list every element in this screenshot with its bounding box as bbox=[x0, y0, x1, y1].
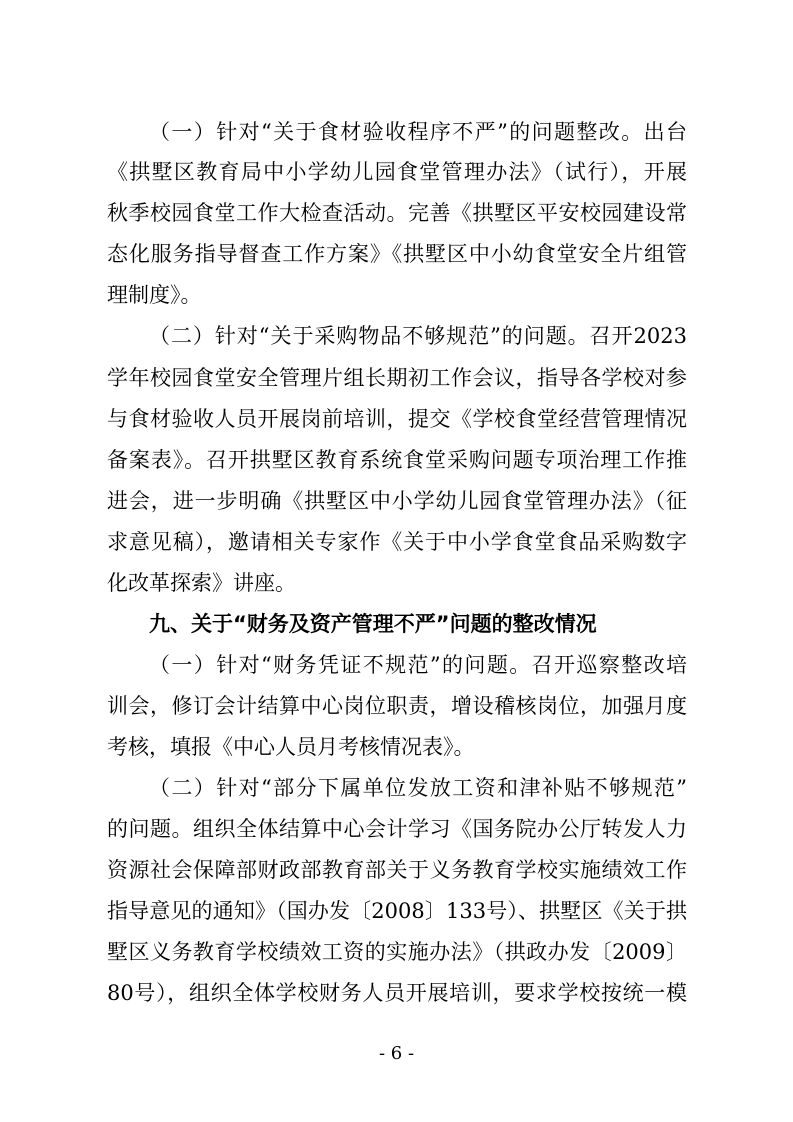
paragraph-line: 化改革探索》讲座。 bbox=[107, 571, 296, 595]
paragraph-line: 指导意见的通知》（国办发〔2008〕133号）、拱墅区《关于拱 bbox=[107, 899, 687, 923]
paragraph-line: 理制度》。 bbox=[107, 283, 202, 307]
paragraph-line: 进会，进一步明确《拱墅区中小学幼儿园食堂管理办法》（征 bbox=[107, 489, 687, 513]
paragraph-line: 学年校园食堂安全管理片组长期初工作会议，指导各学校对参 bbox=[107, 366, 687, 390]
paragraph-line: 与食材验收人员开展岗前培训，提交《学校食堂经营管理情况 bbox=[107, 407, 687, 431]
paragraph-line: 《拱墅区教育局中小学幼儿园食堂管理办法》（试行），开展 bbox=[107, 160, 687, 184]
paragraph-line: （二）针对“部分下属单位发放工资和津补贴不够规范” bbox=[149, 776, 687, 800]
paragraph-line: 的问题。组织全体结算中心会计学习《国务院办公厅转发人力 bbox=[107, 817, 687, 841]
paragraph-line: （二）针对“关于采购物品不够规范”的问题。召开2023 bbox=[149, 324, 687, 348]
paragraph-line: （一）针对“关于食材验收程序不严”的问题整改。出台 bbox=[149, 120, 687, 144]
page-number: - 6 - bbox=[378, 1043, 415, 1064]
paragraph-line: （一）针对“财务凭证不规范”的问题。召开巡察整改培 bbox=[149, 653, 687, 677]
paragraph-line: 墅区义务教育学校绩效工资的实施办法》（拱政办发〔2009〕 bbox=[107, 940, 687, 964]
paragraph-line: 训会，修订会计结算中心岗位职责，增设稽核岗位，加强月度 bbox=[107, 694, 687, 718]
paragraph-line: 态化服务指导督查工作方案》《拱墅区中小幼食堂安全片组管 bbox=[107, 242, 687, 266]
paragraph-line: 资源社会保障部财政部教育部关于义务教育学校实施绩效工作 bbox=[107, 858, 687, 882]
paragraph-line: 秋季校园食堂工作大检查活动。完善《拱墅区平安校园建设常 bbox=[107, 201, 687, 225]
paragraph-line: 考核，填报《中心人员月考核情况表》。 bbox=[107, 735, 475, 759]
section-heading: 九、关于“财务及资产管理不严”问题的整改情况 bbox=[149, 612, 597, 636]
paragraph-line: 80号），组织全体学校财务人员开展培训，要求学校按统一模 bbox=[107, 981, 687, 1005]
paragraph-line: 备案表》。召开拱墅区教育系统食堂采购问题专项治理工作推 bbox=[107, 448, 687, 472]
paragraph-line: 求意见稿），邀请相关专家作《关于中小学食堂食品采购数字 bbox=[107, 530, 687, 554]
